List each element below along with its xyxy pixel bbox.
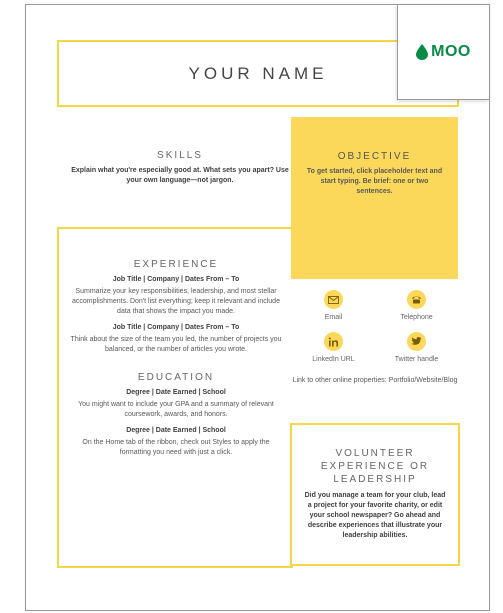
job-description[interactable]: Think about the size of the team you led, the number of projects you balanced, or the number of articles you wrote.	[70, 336, 282, 353]
job-heading[interactable]: Job Title | Company | Dates From – To	[112, 276, 240, 283]
twitter-label: Twitter handle	[394, 356, 439, 363]
objective-text[interactable]: To get started, click placeholder text and start typing. Be brief: one or two sentences.	[306, 168, 443, 195]
twitter-bird-icon	[407, 332, 426, 351]
degree-description[interactable]: On the Home tab of the ribbon, check out Styles to apply the formatting you need with just a click.	[82, 439, 270, 456]
objective-title: OBJECTIVE	[337, 151, 412, 162]
skills-text[interactable]: Explain what you're especially good at. What sets you apart? Use your own language—not jargon.	[71, 167, 289, 184]
job-heading[interactable]: Job Title | Company | Dates From – To	[112, 324, 240, 331]
volunteer-title: VOLUNTEER EXPERIENCE OR LEADERSHIP	[320, 448, 430, 485]
moo-drop-icon	[416, 44, 428, 60]
telephone-label: Telephone	[400, 314, 433, 321]
linkedin-icon	[324, 332, 343, 351]
your-name-heading[interactable]: YOUR NAME	[188, 63, 328, 83]
objective-section	[291, 117, 458, 279]
job-description[interactable]: Summarize your key responsibilities, leadership, and most stellar accomplishments. Don't list everything; keep it relevant and include data that shows the impact you made.	[72, 288, 280, 315]
skills-title: SKILLS	[157, 150, 203, 161]
resume-page	[25, 4, 490, 611]
email-label: Email	[324, 314, 343, 321]
skills-section	[70, 150, 290, 186]
telephone-icon	[407, 290, 426, 309]
contact-telephone[interactable]	[375, 290, 458, 322]
volunteer-section	[290, 423, 460, 566]
degree-heading[interactable]: Degree | Date Earned | School	[126, 389, 226, 396]
experience-education-box	[57, 227, 293, 568]
moo-logo-text: MOO	[431, 43, 471, 60]
moo-logo-badge	[397, 5, 489, 100]
other-links-text[interactable]: Link to other online properties: Portfolio/Website/Blog	[292, 377, 458, 384]
degree-heading[interactable]: Degree | Date Earned | School	[126, 427, 226, 434]
education-title: EDUCATION	[137, 372, 215, 383]
linkedin-label: LinkedIn URL	[312, 356, 355, 363]
contact-email[interactable]	[292, 290, 375, 322]
envelope-icon	[324, 290, 343, 309]
contact-section	[292, 290, 458, 386]
contact-linkedin[interactable]	[292, 332, 375, 364]
volunteer-text[interactable]: Did you manage a team for your club, lead a project for your favorite charity, or edit your school newspaper? Go ahead and describe experiences that illustrate your leadership abilities.	[304, 492, 446, 539]
contact-twitter[interactable]	[375, 332, 458, 364]
degree-description[interactable]: You might want to include your GPA and a summary of relevant coursework, awards, and honors.	[78, 401, 274, 418]
experience-title: EXPERIENCE	[133, 259, 219, 270]
